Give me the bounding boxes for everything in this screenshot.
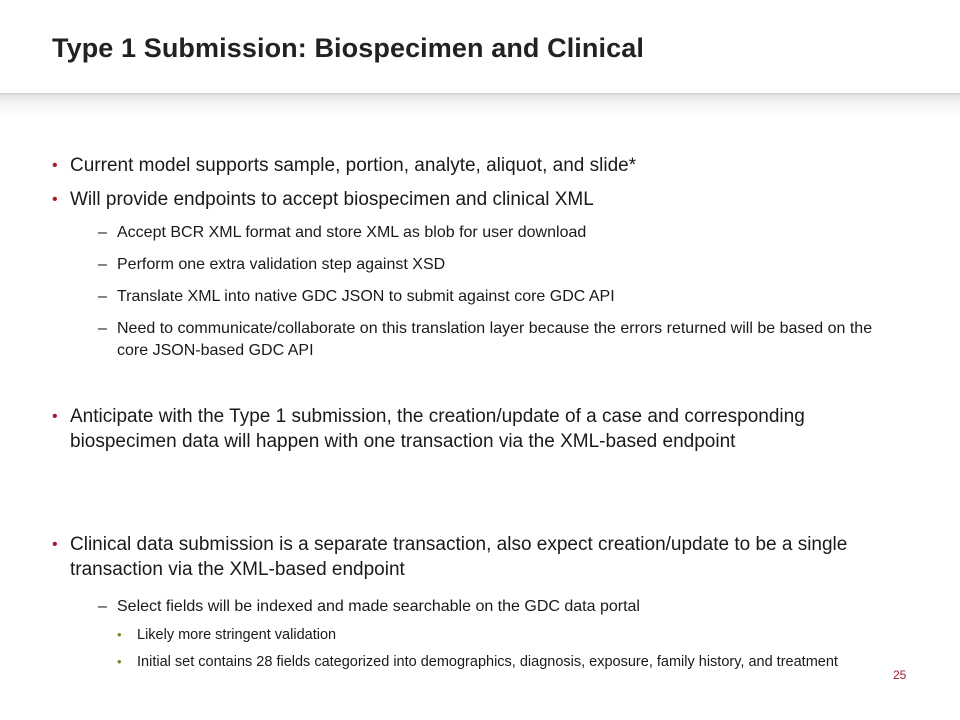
- sub-bullet-text: Perform one extra validation step against XSD: [117, 256, 446, 273]
- sub-bullet-marker: –: [98, 598, 107, 615]
- third-level-text: Likely more stringent validation: [137, 627, 337, 643]
- bullet-text: Clinical data submission is a separate transaction, also expect creation/update to be a single transaction via the XML-based endpoint: [70, 534, 848, 580]
- bullet-marker: •: [52, 408, 58, 425]
- bullet-text: Current model supports sample, portion, analyte, aliquot, and slide*: [70, 155, 637, 176]
- sub-bullet-marker: –: [98, 256, 107, 273]
- bullet-text: Anticipate with the Type 1 submission, the creation/update of a case and corresponding biospecimen data will happen with one transaction via the XML-based endpoint: [70, 406, 805, 452]
- sub-bullet-text: Accept BCR XML format and store XML as blob for user download: [117, 224, 587, 241]
- sub-bullet-text: Select fields will be indexed and made searchable on the GDC data portal: [117, 598, 640, 615]
- bullet-marker: •: [52, 191, 58, 208]
- bullet-marker: •: [52, 536, 58, 553]
- sub-bullet-marker: –: [98, 224, 107, 241]
- sub-bullet-text: Need to communicate/collaborate on this translation layer because the errors returned will be based on the core JSON-based GDC API: [117, 320, 873, 359]
- bullet-text: Will provide endpoints to accept biospecimen and clinical XML: [70, 189, 594, 210]
- sub-bullet-marker: –: [98, 320, 107, 337]
- bullet-marker: •: [52, 157, 58, 174]
- sub-bullet-marker: –: [98, 288, 107, 305]
- third-level-marker: •: [117, 654, 122, 669]
- page-number: 25: [893, 668, 907, 682]
- slide-title: Type 1 Submission: Biospecimen and Clinical: [52, 33, 644, 63]
- third-level-text: Initial set contains 28 fields categorized into demographics, diagnosis, exposure, family history, and treatment: [137, 654, 838, 670]
- third-level-marker: •: [117, 627, 122, 642]
- sub-bullet-text: Translate XML into native GDC JSON to submit against core GDC API: [117, 288, 615, 305]
